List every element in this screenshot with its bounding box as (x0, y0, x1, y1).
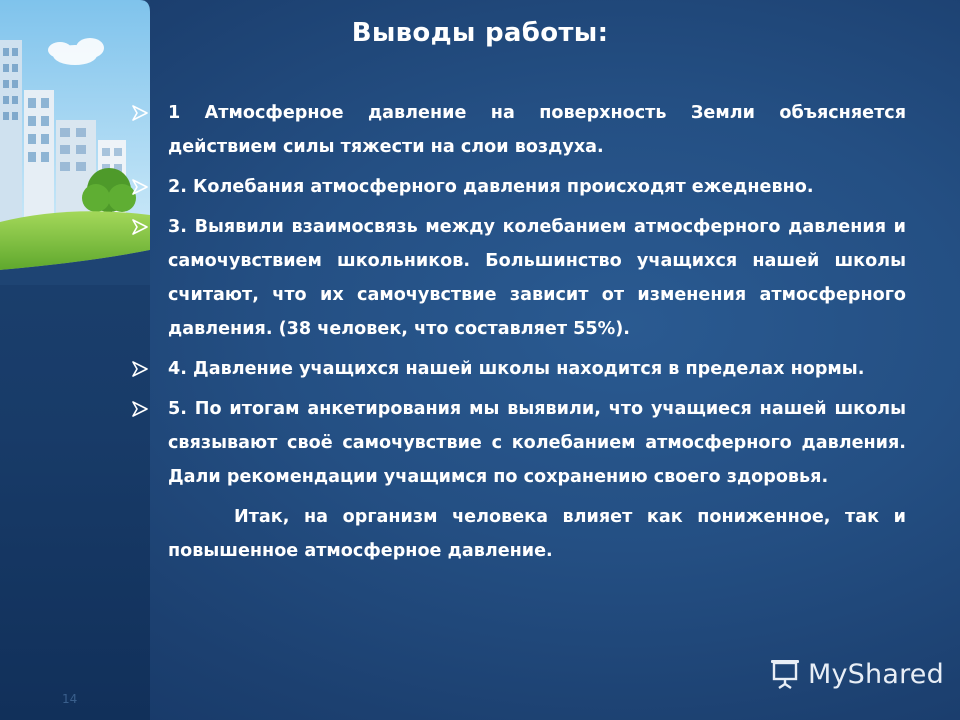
list-item-text: 4. Давление учащихся нашей школы находится в пределах нормы. (168, 359, 865, 379)
arrow-bullet-icon (132, 401, 148, 417)
list-item (130, 210, 906, 346)
arrow-bullet-icon (132, 361, 148, 377)
list-item (130, 96, 906, 164)
list-item (130, 392, 906, 494)
arrow-bullet-icon (132, 179, 148, 195)
list-item-text: 3. Выявили взаимосвязь между колебанием атмосферного давления и самочувствием школьников. Большинство учащихся нашей школы считают, что их самочувствие зависит от изменения атмосферного давления. (38 человек, что составляет 55%). (168, 217, 906, 339)
myshared-logo[interactable] (768, 656, 944, 692)
conclusions-list (130, 96, 906, 568)
list-item (130, 170, 906, 204)
list-item-text: 5. По итогам анкетирования мы выявили, что учащиеся нашей школы связывают своё самочувствие с колебанием атмосферного давления. Дали рекомендации учащимся по сохранению своего здоровья. (168, 399, 906, 487)
conclusion-text: Итак, на организм человека влияет как пониженное, так и повышенное атмосферное давление. (168, 507, 906, 561)
logo-text: MyShared (808, 658, 944, 690)
projector-screen-icon (768, 657, 802, 691)
page-number: 14 (62, 692, 78, 706)
list-item-text: 1 Атмосферное давление на поверхность Земли объясняется действием силы тяжести на слои воздуха. (168, 103, 906, 157)
slide-title: Выводы работы: (351, 18, 609, 48)
list-item-text: 2. Колебания атмосферного давления происходят ежедневно. (168, 177, 814, 197)
arrow-bullet-icon (132, 105, 148, 121)
list-item (130, 352, 906, 386)
arrow-bullet-icon (132, 219, 148, 235)
